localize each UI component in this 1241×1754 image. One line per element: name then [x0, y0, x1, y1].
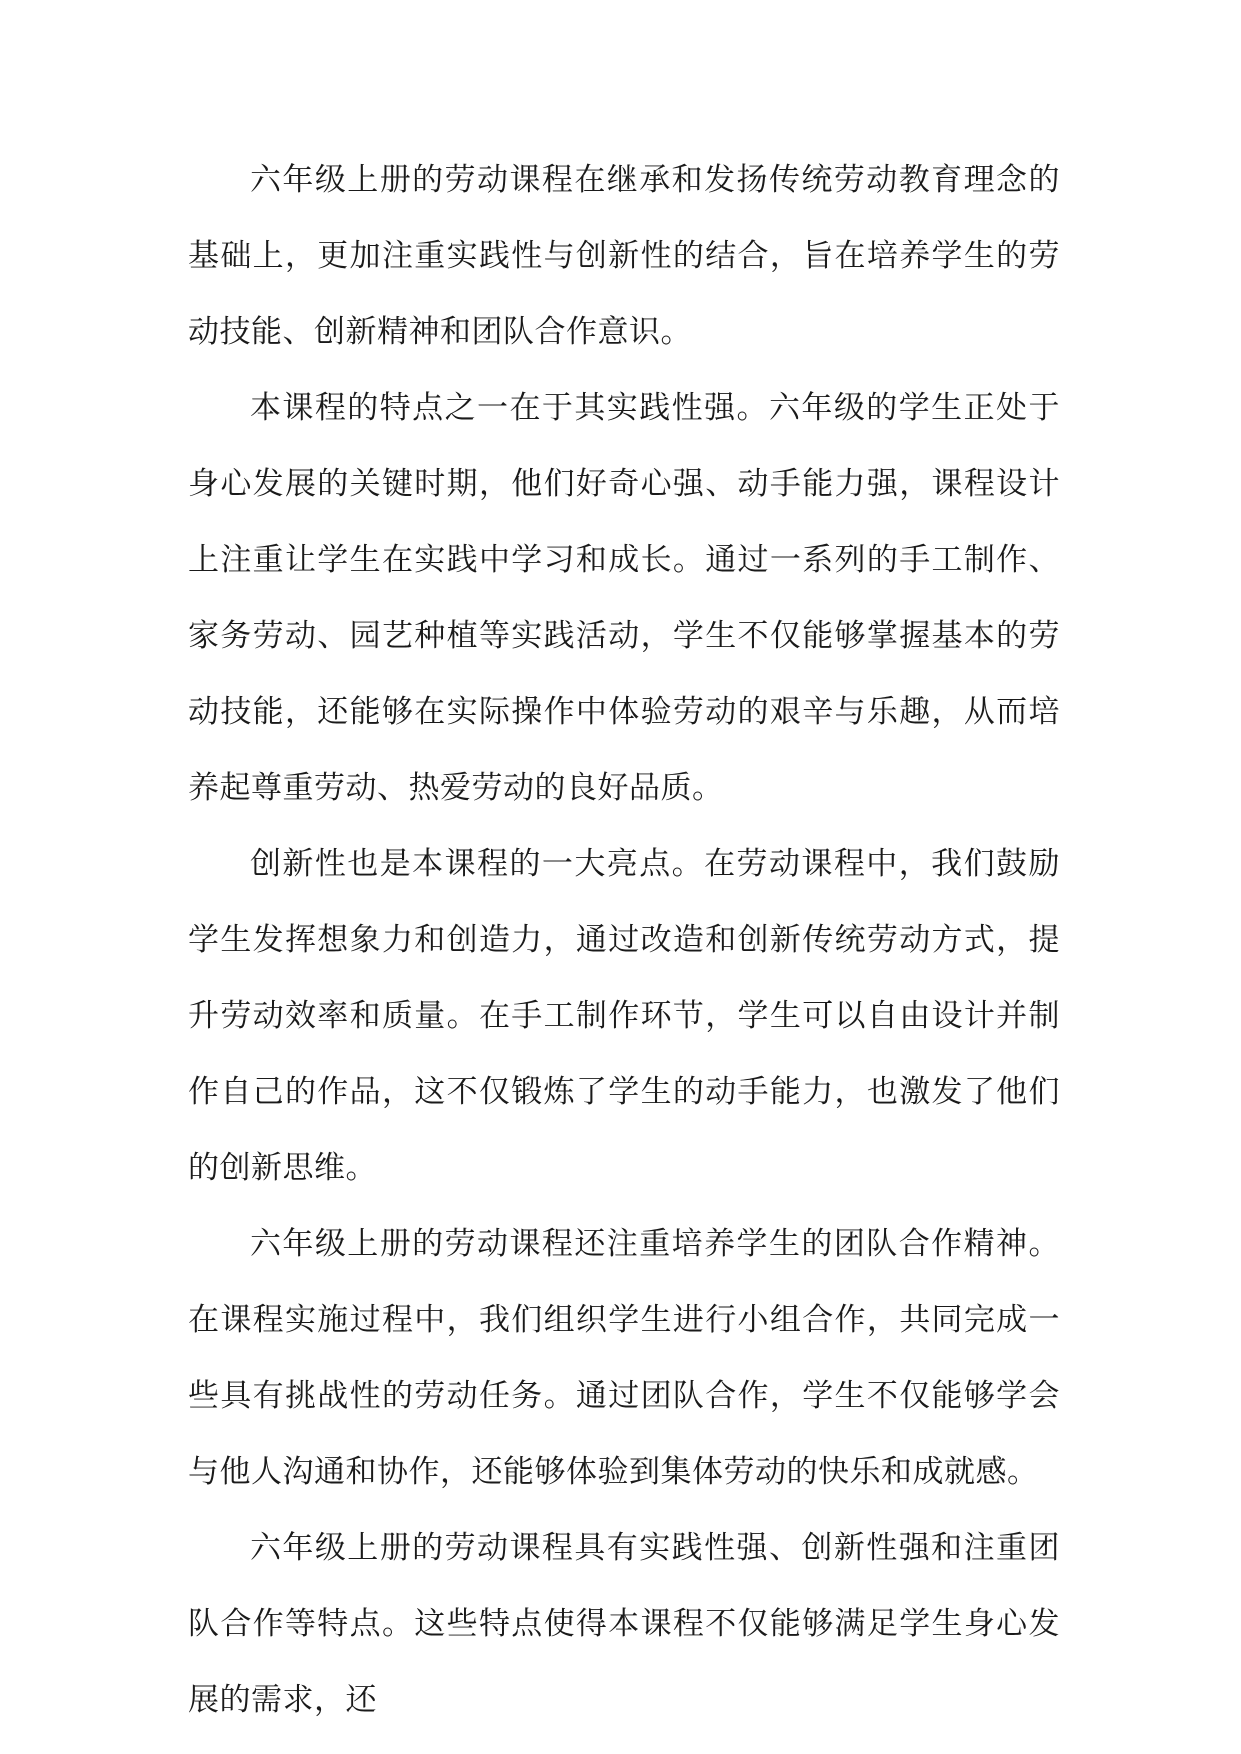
paragraph-practice: 本课程的特点之一在于其实践性强。六年级的学生正处于身心发展的关键时期，他们好奇心强、动手能力强，课程设计上注重让学生在实践中学习和成长。通过一系列的手工制作、家务劳动、园艺种植等实践活动，学生不仅能够掌握基本的劳动技能，还能够在实际操作中体验劳动的艰辛与乐趣，从而培养起尊重劳动、热爱劳动的良好品质。	[188, 390, 1060, 806]
paragraph-innovation: 创新性也是本课程的一大亮点。在劳动课程中，我们鼓励学生发挥想象力和创造力，通过改造和创新传统劳动方式，提升劳动效率和质量。在手工制作环节，学生可以自由设计并制作自己的作品，这不仅锻炼了学生的动手能力，也激发了他们的创新思维。	[188, 846, 1060, 1186]
paragraph-intro: 六年级上册的劳动课程在继承和发扬传统劳动教育理念的基础上，更加注重实践性与创新性的结合，旨在培养学生的劳动技能、创新精神和团队合作意识。	[188, 162, 1060, 350]
paragraph-teamwork: 六年级上册的劳动课程还注重培养学生的团队合作精神。在课程实施过程中，我们组织学生进行小组合作，共同完成一些具有挑战性的劳动任务。通过团队合作，学生不仅能够学会与他人沟通和协作，还能够体验到集体劳动的快乐和成就感。	[188, 1226, 1060, 1490]
paragraph-summary: 六年级上册的劳动课程具有实践性强、创新性强和注重团队合作等特点。这些特点使得本课程不仅能够满足学生身心发展的需求，还	[188, 1530, 1060, 1718]
document-body	[188, 142, 1060, 1738]
